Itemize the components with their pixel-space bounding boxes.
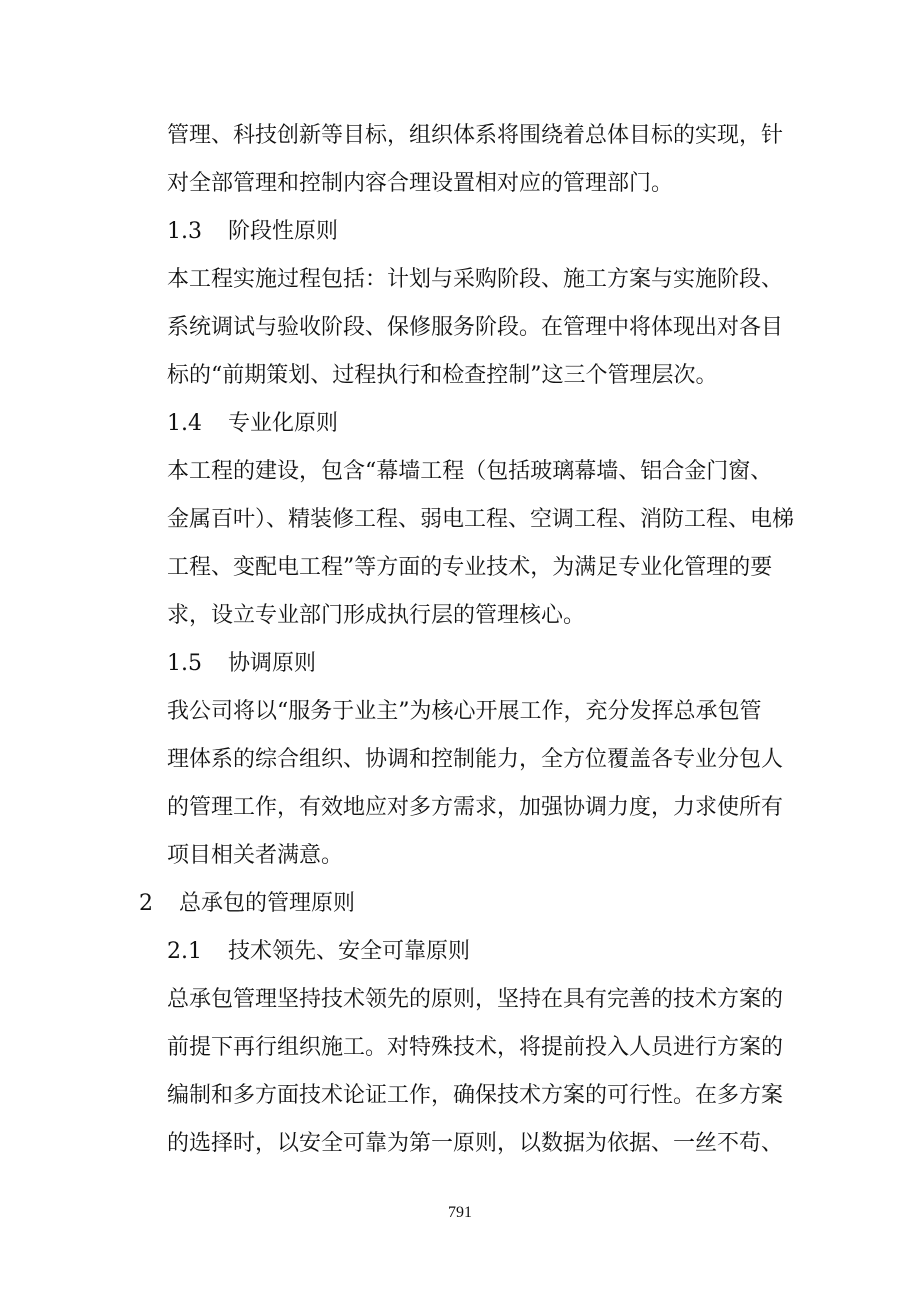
- paragraph-line: 的管理工作，有效地应对多方需求，加强协调力度，力求使所有: [167, 795, 784, 820]
- paragraph-line: 管理、科技创新等目标，组织体系将围绕着总体目标的实现，针: [167, 123, 784, 148]
- paragraph-line: 标的“前期策划、过程执行和检查控制”这三个管理层次。: [167, 363, 718, 388]
- section-title: 协调原则: [228, 651, 317, 676]
- section-heading-1-5: [167, 649, 316, 679]
- page-number: 791: [448, 1204, 472, 1221]
- paragraph-line: 总承包管理坚持技术领先的原则，坚持在具有完善的技术方案的: [167, 987, 784, 1012]
- paragraph-line: 对全部管理和控制内容合理设置相对应的管理部门。: [167, 171, 674, 196]
- paragraph-line: 本工程实施过程包括：计划与采购阶段、施工方案与实施阶段、: [167, 267, 784, 292]
- paragraph-line: 理体系的综合组织、协调和控制能力，全方位覆盖各专业分包人: [167, 747, 784, 772]
- section-number: 2.1: [167, 939, 202, 964]
- paragraph-line: 前提下再行组织施工。对特殊技术，将提前投入人员进行方案的: [167, 1035, 784, 1060]
- paragraph-line: 我公司将以“服务于业主”为核心开展工作，充分发挥总承包管: [167, 699, 762, 724]
- paragraph-line: 编制和多方面技术论证工作，确保技术方案的可行性。在多方案: [167, 1083, 784, 1108]
- section-number: 1.5: [167, 651, 202, 676]
- paragraph-line: 本工程的建设，包含“幕墙工程（包括玻璃幕墙、铝合金门窗、: [167, 459, 773, 484]
- section-number: 1.3: [167, 219, 202, 244]
- paragraph-line: 求，设立专业部门形成执行层的管理核心。: [167, 603, 586, 628]
- paragraph-line: 的选择时，以安全可靠为第一原则，以数据为依据、一丝不苟、: [167, 1131, 784, 1156]
- paragraph-line: 系统调试与验收阶段、保修服务阶段。在管理中将体现出对各目: [167, 315, 784, 340]
- section-title: 技术领先、安全可靠原则: [228, 939, 471, 964]
- paragraph-line: 金属百叶）、精装修工程、弱电工程、空调工程、消防工程、电梯: [167, 507, 795, 532]
- section-title: 总承包的管理原则: [179, 891, 356, 916]
- section-title: 专业化原则: [228, 411, 339, 436]
- paragraph-line: 工程、变配电工程”等方面的专业技术，为满足专业化管理的要: [167, 555, 773, 580]
- section-heading-1-4: [167, 409, 338, 439]
- section-number: 2: [139, 891, 153, 916]
- paragraph-line: 项目相关者满意。: [167, 843, 344, 868]
- section-number: 1.4: [167, 411, 202, 436]
- section-heading-1-3: [167, 217, 338, 247]
- section-title: 阶段性原则: [228, 219, 339, 244]
- section-heading-2: [139, 889, 355, 919]
- section-heading-2-1: [167, 937, 470, 967]
